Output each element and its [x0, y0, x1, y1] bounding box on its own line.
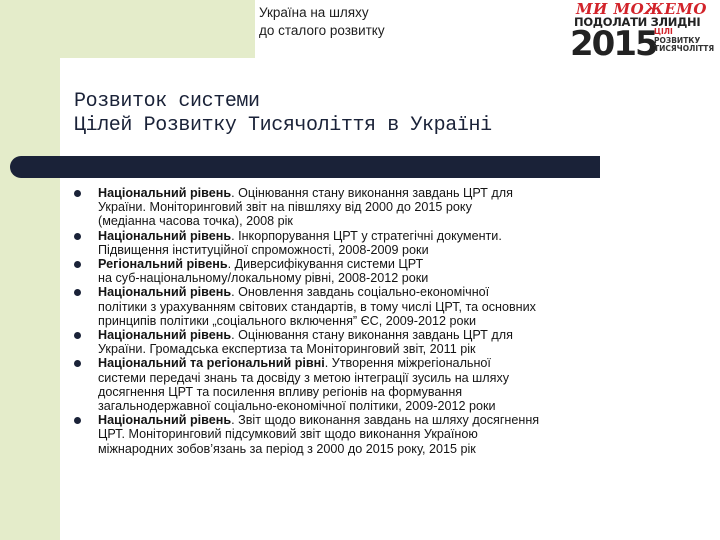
list-item-text: . Диверсифікування системи ЦРТ — [227, 257, 424, 272]
list-item-line — [98, 342, 714, 356]
list-item-text: (медіанна часова точка), 2008 рік — [98, 214, 293, 229]
logo-side-1: ЦІЛІ — [654, 27, 673, 36]
list-item-level: Національний рівень — [98, 228, 232, 243]
list-item — [74, 257, 714, 285]
list-item-text: України. Моніторинговий звіт на півшляху від 2000 до 2015 року — [98, 200, 472, 215]
header-line-1: Україна на шляху — [259, 5, 369, 20]
list-item-line — [98, 371, 714, 385]
list-item-level: Національний рівень — [98, 186, 232, 200]
title-divider-bar — [10, 156, 600, 178]
bullet-icon — [74, 360, 81, 367]
mdg-2015-logo — [562, 0, 715, 66]
list-item-line — [98, 186, 714, 200]
list-item-line — [98, 427, 714, 441]
header-line-2: до сталого розвитку — [259, 23, 385, 38]
list-item-text: політики з урахуванням світових стандартів, в тому числі ЦРТ, та основних — [98, 299, 536, 314]
list-item-line — [98, 300, 714, 314]
left-band — [0, 58, 60, 540]
list-item-level: Національний та регіональний рівні — [98, 356, 325, 371]
list-item — [74, 229, 714, 257]
list-item-level: Національний рівень — [98, 413, 232, 428]
title-line-2: Цілей Розвитку Тисячоліття в Україні — [74, 114, 492, 137]
logo-handwritten: МИ МОЖЕМО — [576, 0, 707, 18]
list-item-text: . Інкорпорування ЦРТ у стратегічні документи. — [231, 228, 502, 243]
list-item-text: ЦРТ. Моніторинговий підсумковий звіт щодо виконання Україною — [98, 427, 478, 442]
list-item-level: Національний рівень — [98, 285, 232, 300]
logo-line-2: ПОДОЛАТИ ЗЛИДНІ — [574, 15, 701, 29]
list-item — [74, 356, 714, 413]
list-item-line — [98, 442, 714, 456]
list-item-line — [98, 200, 714, 214]
list-item-text: України. Громадська експертиза та Моніторинговий звіт, 2011 рік — [98, 342, 476, 357]
list-item-text: міжнародних зобов’язань за період з 2000 до 2015 року, 2015 рік — [98, 441, 476, 456]
list-item-line — [98, 328, 714, 342]
top-left-band — [0, 0, 255, 58]
list-item-text: . Оновлення завдань соціально-економічної — [231, 285, 490, 300]
list-item-text: . Звіт щодо виконання завдань на шляху досягнення — [231, 413, 540, 428]
slide-title — [74, 90, 492, 138]
list-item-line — [98, 271, 714, 285]
list-item-text: . Оцінювання стану виконання завдань ЦРТ для — [231, 328, 513, 343]
list-item-text: . Утворення міжрегіональної — [324, 356, 491, 371]
title-line-1: Розвиток системи — [74, 90, 260, 113]
list-item-line — [98, 229, 714, 243]
list-item-line — [98, 314, 714, 328]
bullet-icon — [74, 417, 81, 424]
logo-year — [570, 25, 657, 63]
list-item-text: системи передачі знань та досвіду з метою інтеграції зусиль на шляху — [98, 370, 510, 385]
list-item-line — [98, 285, 714, 299]
list-item-level: Національний рівень — [98, 328, 232, 343]
bullet-icon — [74, 289, 81, 296]
list-item — [74, 285, 714, 328]
list-item-line — [98, 257, 714, 271]
logo-year-text: 2015 — [570, 24, 657, 64]
list-item-text: досягнення ЦРТ та посилення впливу регіонів на формування — [98, 384, 463, 399]
bullet-icon — [74, 233, 81, 240]
list-item-text: принципів політики „соціального включення” ЄС, 2009-2012 роки — [98, 313, 477, 328]
logo-side-text — [654, 28, 714, 54]
logo-side-2: РОЗВИТКУ — [654, 35, 701, 45]
list-item-line — [98, 214, 714, 228]
list-item-line — [98, 356, 714, 370]
header-caption — [259, 4, 385, 40]
list-item-text: на суб-національному/локальному рівні, 2008-2012 роки — [98, 271, 429, 286]
bullet-icon — [74, 261, 81, 268]
list-item-line — [98, 413, 714, 427]
logo-side-3: ТИСЯЧОЛІТТЯ — [654, 44, 715, 54]
list-item-line — [98, 385, 714, 399]
list-item — [74, 413, 714, 456]
list-item-text: загальнодержавної соціально-економічної політики, 2009-2012 роки — [98, 399, 496, 414]
list-item-text: Підвищення інституційної спроможності, 2008-2009 роки — [98, 242, 429, 257]
list-item — [74, 328, 714, 356]
bullet-icon — [74, 190, 81, 197]
list-item-line — [98, 243, 714, 257]
list-item-text: . Оцінювання стану виконання завдань ЦРТ для — [231, 186, 513, 200]
list-item-line — [98, 399, 714, 413]
bullet-list — [74, 186, 714, 456]
list-item-level: Регіональний рівень — [98, 257, 228, 272]
list-item — [74, 186, 714, 229]
bullet-icon — [74, 332, 81, 339]
